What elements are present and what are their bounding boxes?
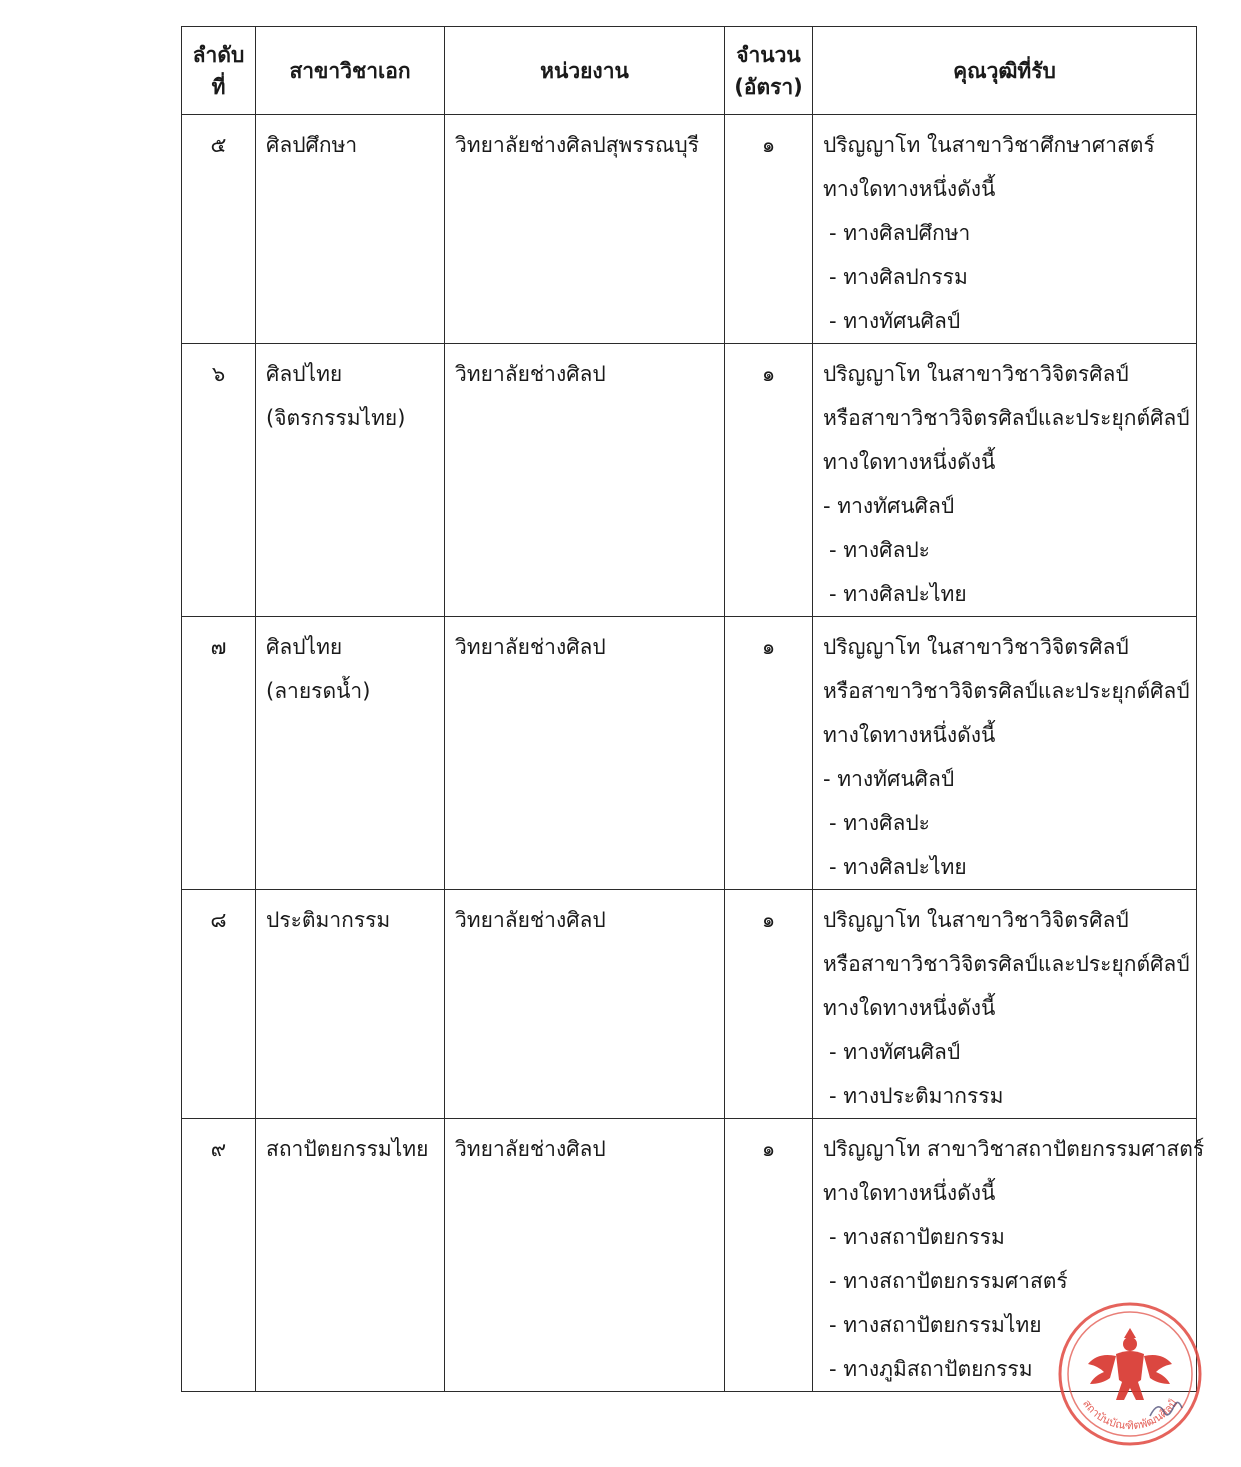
table-row [182,890,1197,1119]
cell-qualification [813,115,1197,344]
qualification-line: ทางใดทางหนึ่งดังนี้ [823,996,996,1020]
cell-qualification [813,344,1197,617]
header-no-line: ที่ [211,74,226,99]
table-row [182,1119,1197,1392]
major-line: (ลายรดน้ำ) [266,679,371,703]
table-row [182,115,1197,344]
qualification-line: - ทางประติมากรรม [829,1084,1004,1108]
qualification-line: - ทางสถาปัตยกรรมไทย [829,1313,1042,1337]
cell-qualification [813,890,1197,1119]
unit-name: วิทยาลัยช่างศิลป [455,362,606,386]
qualification-line: หรือสาขาวิชาวิจิตรศิลป์และประยุกต์ศิลป์ [823,406,1190,430]
cell-unit [445,890,725,1119]
qualification-line: - ทางศิลปะไทย [829,855,967,879]
qualification-line: ปริญญาโท สาขาวิชาสถาปัตยกรรมศาสตร์ [823,1137,1205,1161]
qualification-line: - ทางภูมิสถาปัตยกรรม [829,1357,1033,1381]
row-number: ๙ [210,1137,227,1161]
cell-count [725,344,813,617]
cell-no [182,115,256,344]
qualification-line: ปริญญาโท ในสาขาวิชาศึกษาศาสตร์ [823,133,1155,157]
garuda-emblem-icon [1088,1328,1172,1400]
major-line: ศิลปไทย [266,635,343,659]
header-unit: หน่วยงาน [445,27,725,115]
qualification-line: - ทางศิลปะ [829,811,930,835]
cell-count [725,1119,813,1392]
cell-major [256,344,445,617]
unit-name: วิทยาลัยช่างศิลปสุพรรณบุรี [455,133,700,157]
qualification-line: ทางใดทางหนึ่งดังนี้ [823,450,996,474]
row-number: ๗ [210,635,227,659]
cell-no [182,1119,256,1392]
positions-table [181,26,1205,1392]
row-number: ๖ [211,362,226,386]
cell-unit [445,617,725,890]
header-major: สาขาวิชาเอก [256,27,445,115]
qualification-line: ทางใดทางหนึ่งดังนี้ [823,177,996,201]
header-count-line: (อัตรา) [734,74,803,99]
header-count-line: จำนวน [736,42,801,67]
qualification-line: - ทางศิลปะไทย [829,582,967,606]
cell-count [725,115,813,344]
qualification-line: - ทางศิลปะ [829,538,930,562]
cell-count [725,890,813,1119]
header-count [725,27,813,115]
cell-unit [445,344,725,617]
qualification-line: หรือสาขาวิชาวิจิตรศิลป์และประยุกต์ศิลป์ [823,679,1190,703]
header-no [182,27,256,115]
position-count: ๑ [761,1137,776,1161]
cell-no [182,344,256,617]
qualification-line: - ทางสถาปัตยกรรมศาสตร์ [829,1269,1068,1293]
qualification-line: หรือสาขาวิชาวิจิตรศิลป์และประยุกต์ศิลป์ [823,952,1190,976]
table-row [182,617,1197,890]
qualification-line: ทางใดทางหนึ่งดังนี้ [823,723,996,747]
header-qualification: คุณวุฒิที่รับ [813,27,1197,115]
qualification-line: - ทางสถาปัตยกรรม [829,1225,1005,1249]
qualification-line: - ทางศิลปกรรม [829,265,968,289]
cell-major [256,1119,445,1392]
cell-major [256,115,445,344]
cell-qualification [813,617,1197,890]
qualification-line: - ทางทัศนศิลป์ [829,1040,961,1064]
major-line: ศิลปไทย [266,362,343,386]
row-number: ๘ [210,908,227,932]
major-line: (จิตรกรรมไทย) [266,406,406,430]
qualification-line: ปริญญาโท ในสาขาวิชาวิจิตรศิลป์ [823,635,1129,659]
major-line: ประติมากรรม [266,908,391,932]
qualification-line: - ทางทัศนศิลป์ [823,494,955,518]
header-no-line: ลำดับ [192,42,245,67]
qualification-line: - ทางทัศนศิลป์ [829,309,961,333]
qualification-line: - ทางศิลปศึกษา [829,221,971,245]
position-count: ๑ [761,133,776,157]
cell-major [256,890,445,1119]
qualification-line: - ทางทัศนศิลป์ [823,767,955,791]
unit-name: วิทยาลัยช่างศิลป [455,1137,606,1161]
table-row [182,344,1197,617]
cell-unit [445,115,725,344]
major-line: ศิลปศึกษา [266,133,358,157]
position-count: ๑ [761,908,776,932]
position-count: ๑ [761,362,776,386]
cell-major [256,617,445,890]
institute-seal [1054,1298,1206,1450]
seal-text: สถาบันบัณฑิตพัฒนศิลป์ [1080,1397,1180,1433]
cell-count [725,617,813,890]
table-header-row [182,27,1197,115]
unit-name: วิทยาลัยช่างศิลป [455,908,606,932]
major-line: สถาปัตยกรรมไทย [266,1137,429,1161]
qualification-line: ปริญญาโท ในสาขาวิชาวิจิตรศิลป์ [823,908,1129,932]
qualification-line: ปริญญาโท ในสาขาวิชาวิจิตรศิลป์ [823,362,1129,386]
cell-no [182,617,256,890]
row-number: ๕ [210,133,227,157]
qualification-line: ทางใดทางหนึ่งดังนี้ [823,1181,996,1205]
cell-unit [445,1119,725,1392]
position-count: ๑ [761,635,776,659]
cell-no [182,890,256,1119]
unit-name: วิทยาลัยช่างศิลป [455,635,606,659]
